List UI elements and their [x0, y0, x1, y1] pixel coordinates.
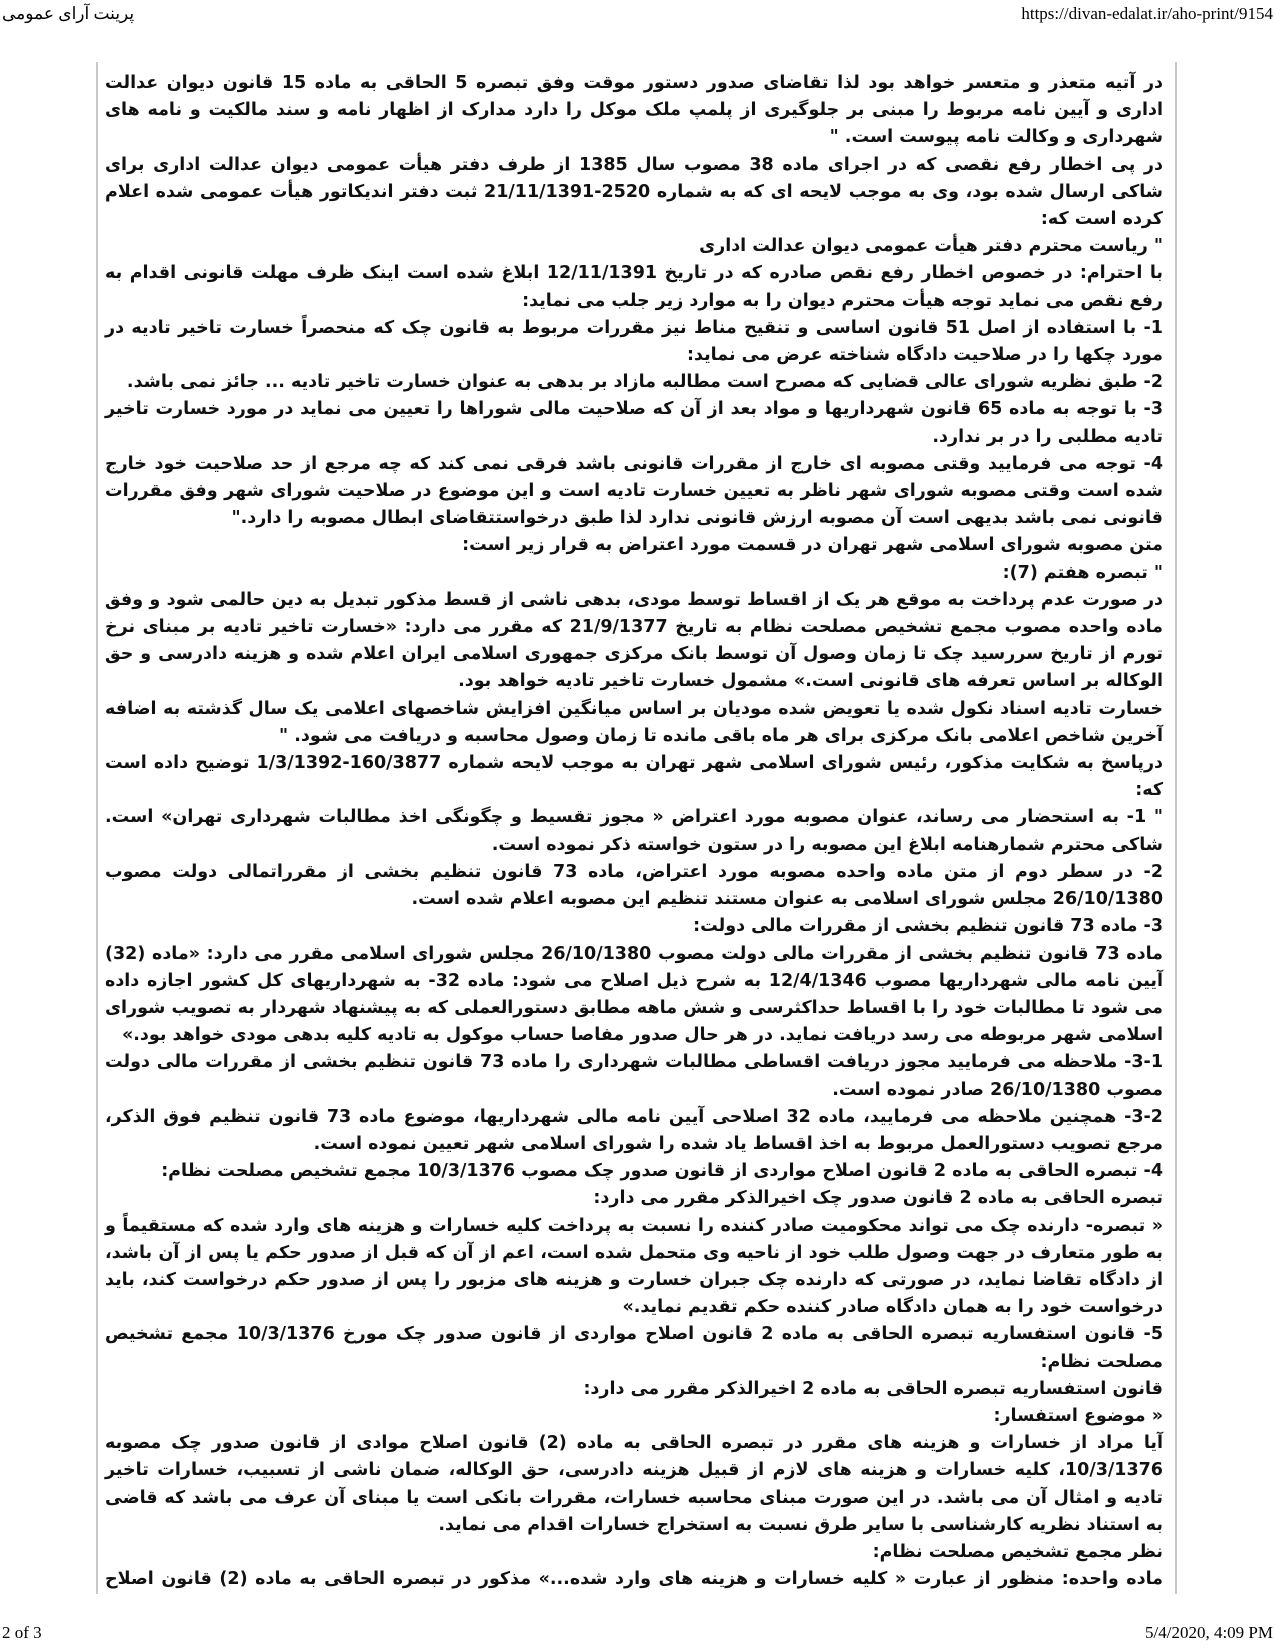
paragraph: ماده 73 قانون تنظیم بخشی از مقررات مالی دولت مصوب 26/10/1380 مجلس شورای اسلامی مقرر می دارد: «ماده (32) آیین نامه مالی شهرداریها مصوب 12/4/1346 به شرح ذیل اصلاح می شود: ماده 32- به شهرداریهای کل کشور اجازه داده می شود تا مطالبات خود را با اقساط حداکثرسی و شش ماهه مطابق دستورالعملی که به پیشنهاد شهردار به تصویب شورای اسلامی شهر مربوطه می رسد دریافت نماید. در هر حال صدور مفاصا حساب موکول به تادیه کلیه بدهی مودی خواهد بود.»	[105, 943, 1164, 1046]
paragraph: 4- تبصره الحاقی به ماده 2 قانون اصلاح مواردی از قانون صدور چک مصوب 10/3/1376 مجمع تشخیص مصلحت نظام:	[161, 1161, 1163, 1182]
paragraph: 4- توجه می فرمایید وقتی مصوبه ای خارج از مقررات قانونی باشد فرقی نمی کند که چه مرجع از حد صلاحیت خود خارج شده است وقتی مصوبه شورای شهر ناظر به تعیین خسارت تادیه است و این موضوع در صلاحیت شورای شهر وفق مقررات قانونی نمی باشد بدیهی است آن مصوبه ارزش قانونی ندارد لذا طبق درخواستتقاضای ابطال مصوبه را دارد."	[105, 453, 1163, 529]
paragraph: " ریاست محترم دفتر هیأت عمومی دیوان عدالت اداری	[699, 236, 1163, 257]
paragraph: در پی اخطار رفع نقصی که در اجرای ماده 38 مصوب سال 1385 از طرف دفتر هیأت عمومی دیوان عدالت اداری برای شاکی ارسال شده بود، وی به موجب لایحه ای که به شماره 2520-21/11/1391 ثبت دفتر اندیکاتور هیأت عمومی شده اعلام کرده است که:	[105, 154, 1163, 230]
paragraph: " تبصره هفتم (7):	[1002, 562, 1163, 583]
document-body	[105, 70, 1163, 1593]
paragraph: 1- با استفاده از اصل 51 قانون اساسی و تنقیح مناط نیز مقررات مربوط به قانون چک که منحصراً خسارت تاخیر تادیه در مورد چکها را در صلاحیت دادگاه شناخته عرض می نماید:	[105, 317, 1163, 366]
paragraph: 3- ماده 73 قانون تنظیم بخشی از مقررات مالی دولت:	[693, 916, 1163, 937]
paragraph: 3-2- همچنین ملاحظه می فرمایید، ماده 32 اصلاحی آیین نامه مالی شهرداریها، موضوع ماده 73 قانون تنظیم فوق الذکر، مرجع تصویب دستورالعمل مربوط به اخذ اقساط یاد شده را شورای اسلامی شهر تعیین نموده است.	[105, 1106, 1163, 1154]
paragraph: 2- طبق نظریه شورای عالی قضایی که مصرح است مطالبه مازاد بر بدهی به عنوان خسارت تاخیر تادیه ... جائز نمی باشد.	[126, 372, 1163, 393]
paragraph: با احترام: در خصوص اخطار رفع نقص صادره که در تاریخ 12/11/1391 ابلاغ شده است اینک ظرف مهلت قانونی اقدام به رفع نقص می نماید توجه هیأت محترم دیوان را به موارد زیر جلب می نماید:	[105, 263, 1163, 311]
paragraph: متن مصوبه شورای اسلامی شهر تهران در قسمت مورد اعتراض به قرار زیر است:	[462, 535, 1163, 556]
paragraph: تبصره الحاقی به ماده 2 قانون صدور چک اخیرالذکر مقرر می دارد:	[593, 1188, 1163, 1209]
paragraph: آیا مراد از خسارات و هزینه های مقرر در تبصره الحاقی به ماده (2) قانون اصلاح موادی از قانون صدور چک مصوبه 10/3/1376، کلیه خسارات و هزینه های لازم از قبیل هزینه دادرسی، حق الوکاله، ضمان ناشی از تسبیب، خسارات تاخیر تادیه و امثال آن می باشد. در این صورت مبنای محاسبه خسارات، مقررات بانکی است یا مبنای آن عرف می باشد که قاضی به استناد نظریه کارشناسی با سایر طرق نسبت به استخراج خسارات اقدام می نماید.	[105, 1433, 1163, 1535]
page-url: https://divan-edalat.ir/aho-print/9154	[1021, 4, 1273, 23]
paragraph: 3-1- ملاحظه می فرمایید مجوز دریافت اقساطی مطالبات شهرداری را ماده 73 قانون تنظیم بخشی از مقررات مالی دولت مصوب 26/10/1380 صادر نموده است.	[105, 1052, 1163, 1100]
paragraph: « موضوع استفسار:	[993, 1405, 1163, 1426]
paragraph: 2- در سطر دوم از متن ماده واحده مصوبه مورد اعتراض، ماده 73 قانون تنظیم بخشی از مقرراتمالی دولت مصوب 26/10/1380 مجلس شورای اسلامی به عنوان مستند تنظیم این مصوبه اعلام شده است.	[105, 861, 1163, 910]
paragraph: « تبصره- دارنده چک می تواند محکومیت صادر کننده را نسبت به پرداخت کلیه خسارات و هزینه های وارد شده که مستقیماً و به طور متعارف در جهت وصول طلب خود از ناحیه وی متحمل شده است، اعم از آن که قبل از صدور حکم یا پس از آن باشد، از دادگاه تقاضا نماید، در صورتی که دارنده چک جبران خسارت و هزینه های مزبور را پس از صدور حکم درخواست کند، باید درخواست خود را به همان دادگاه صادر کننده حکم تقدیم نماید.»	[105, 1215, 1163, 1318]
page-number: 2 of 3	[2, 1623, 42, 1642]
print-title: پرینت آرای عمومی	[2, 4, 135, 23]
paragraph: " 1- به استحضار می رساند، عنوان مصوبه مورد اعتراض « مجوز تقسیط و چگونگی اخذ مطالبات شهرداری تهران» است. شاکی محترم شمارهنامه ابلاغ این مصوبه را در ستون خواسته ذکر نموده است.	[105, 807, 1163, 855]
print-datetime: 5/4/2020, 4:09 PM	[1145, 1623, 1273, 1642]
paragraph: خسارت تادیه اسناد نکول شده یا تعویض شده مودیان بر اساس میانگین افزایش شاخصهای اعلامی یک سال گذشته به اضافه آخرین شاخص اعلامی بانک مرکزی برای هر ماه باقی مانده تا زمان وصول محاسبه و دریافت می شود. "	[105, 698, 1163, 746]
paragraph: در صورت عدم پرداخت به موقع هر یک از اقساط توسط مودی، بدهی ناشی از قسط مذکور تبدیل به دین حالمی شود و وفق ماده واحده مصوب مجمع تشخیص مصلحت نظام به تاریخ 21/9/1377 که مقرر می دارد: «خسارت تاخیر تادیه بر مبنای نرخ تورم از تاریخ سررسید چک تا زمان وصول آن توسط بانک مرکزی جمهوری اسلامی ایران اعلام شده و هزینه دادرسی و حق الوکاله بر اساس تعرفه های قانونی است.» مشمول خسارت تاخیر تادیه خواهد بود.	[105, 589, 1164, 692]
paragraph: 3- با توجه به ماده 65 قانون شهرداریها و مواد بعد از آن که صلاحیت مالی شوراها را تعیین می نماید در مورد خسارت تاخیر تادیه مطلبی را در بر ندارد.	[105, 399, 1163, 447]
paragraph: در آتیه متعذر و متعسر خواهد بود لذا تقاضای صدور دستور موقت وفق تبصره 5 الحاقی به ماده 15 قانون دیوان عدالت اداری و آیین نامه مربوط را مبنی بر جلوگیری از پلمپ ملک موکل را دارد مدارک از اظهار نامه و سند مالکیت و نامه های شهرداری و وکالت نامه پیوست است. "	[105, 73, 1163, 148]
paragraph: درپاسخ به شکایت مذکور، رئیس شورای اسلامی شهر تهران به موجب لایحه شماره 160/3877-1/3/1392 توضیح داده است که:	[105, 753, 1163, 801]
paragraph: قانون استفساریه تبصره الحاقی به ماده 2 اخیرالذکر مقرر می دارد:	[583, 1378, 1163, 1399]
paragraph: 5- قانون استفساریه تبصره الحاقی به ماده 2 قانون اصلاح مواردی از قانون صدور چک مورخ 10/3/1376 مجمع تشخیص مصلحت نظام:	[105, 1324, 1164, 1372]
paragraph: ماده واحده: منظور از عبارت « کلیه خسارات و هزینه های وارد شده...» مذکور در تبصره الحاقی به ماده (2) قانون اصلاح	[105, 1569, 1163, 1590]
paragraph: نظر مجمع تشخیص مصلحت نظام:	[872, 1541, 1163, 1562]
